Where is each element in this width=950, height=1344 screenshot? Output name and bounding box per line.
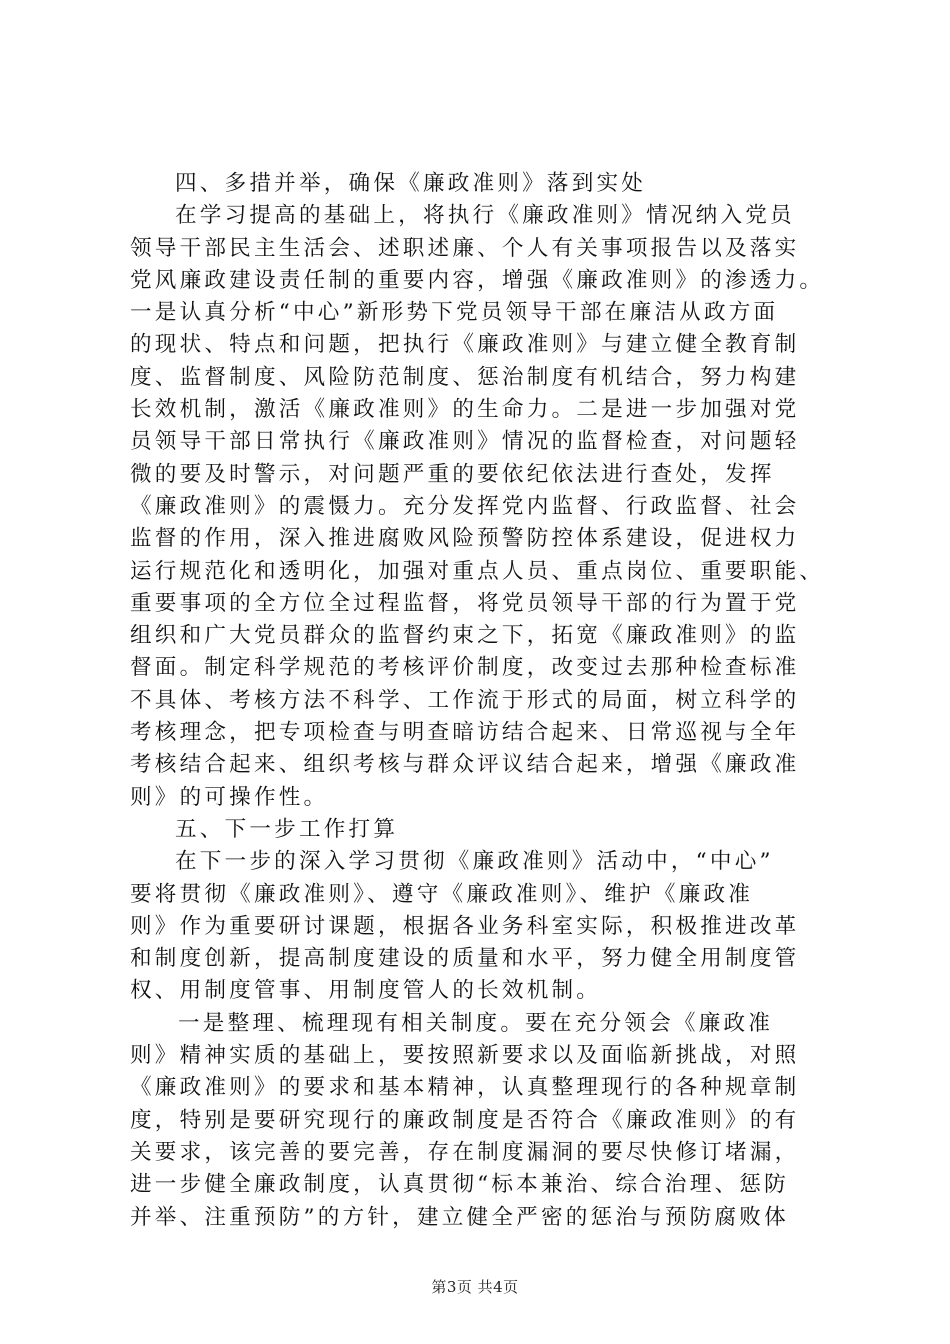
- paragraph-line: 考核结合起来、组织考核与群众评议结合起来，增强《廉政准: [130, 752, 800, 778]
- document-body: [130, 168, 830, 1234]
- paragraph-line: 并举、注重预防”的方针，建立健全严密的惩治与预防腐败体: [130, 1204, 789, 1230]
- paragraph-line: 则》的可操作性。: [130, 784, 329, 810]
- paragraph-line: 则》作为重要研讨课题，根据各业务科室实际，积极推进改革: [130, 913, 800, 939]
- paragraph-line: 《廉政准则》的要求和基本精神，认真整理现行的各种规章制: [130, 1075, 800, 1101]
- paragraph-line: 一是认真分析“中心”新形势下党员领导干部在廉洁从政方面: [130, 300, 779, 326]
- paragraph-line: 一是整理、梳理现有相关制度。要在充分领会《廉政准: [178, 1010, 774, 1036]
- paragraph-line: 领导干部民主生活会、述职述廉、个人有关事项报告以及落实: [130, 235, 800, 261]
- paragraph-line: 度，特别是要研究现行的廉政制度是否符合《廉政准则》的有: [130, 1107, 800, 1133]
- paragraph-line: 督面。制定科学规范的考核评价制度，改变过去那种检查标准: [130, 655, 800, 681]
- paragraph-line: 度、监督制度、风险防范制度、惩治制度有机结合，努力构建: [130, 364, 800, 390]
- paragraph-line: 重要事项的全方位全过程监督，将党员领导干部的行为置于党: [130, 590, 800, 616]
- paragraph-line: 在学习提高的基础上，将执行《廉政准则》情况纳入党员: [175, 203, 795, 229]
- paragraph-line: 长效机制，激活《廉政准则》的生命力。二是进一步加强对党: [130, 397, 800, 423]
- paragraph-line: 在下一步的深入学习贯彻《廉政准则》活动中，“中心”: [175, 849, 774, 875]
- section-heading-5: 五、下一步工作打算: [175, 816, 399, 842]
- paragraph-line: 权、用制度管事、用制度管人的长效机制。: [130, 978, 602, 1004]
- paragraph-line: 要将贯彻《廉政准则》、遵守《廉政准则》、维护《廉政准: [130, 881, 754, 907]
- paragraph-line: 微的要及时警示，对问题严重的要依纪依法进行查处，发挥: [130, 461, 775, 487]
- paragraph-line: 运行规范化和透明化，加强对重点人员、重点岗位、重要职能、: [130, 558, 825, 584]
- section-heading-4: 四、多措并举，确保《廉政准则》落到实处: [175, 171, 647, 196]
- paragraph-line: 进一步健全廉政制度，认真贯彻“标本兼治、综合治理、惩防: [130, 1172, 789, 1198]
- page-number-footer: 第3页 共4页: [431, 1278, 519, 1296]
- paragraph-line: 监督的作用，深入推进腐败风险预警防控体系建设，促进权力: [130, 526, 800, 552]
- paragraph-line: 党风廉政建设责任制的重要内容，增强《廉政准则》的渗透力。: [130, 267, 825, 293]
- paragraph-line: 员领导干部日常执行《廉政准则》情况的监督检查，对问题轻: [130, 429, 800, 455]
- paragraph-line: 关要求，该完善的要完善，存在制度漏洞的要尽快修订堵漏，: [130, 1139, 800, 1165]
- paragraph-line: 的现状、特点和问题，把执行《廉政准则》与建立健全教育制: [130, 332, 800, 358]
- paragraph-line: 不具体、考核方法不科学、工作流于形式的局面，树立科学的: [130, 687, 800, 713]
- paragraph-line: 则》精神实质的基础上，要按照新要求以及面临新挑战，对照: [130, 1043, 800, 1069]
- paragraph-line: 考核理念，把专项检查与明查暗访结合起来、日常巡视与全年: [130, 720, 800, 746]
- paragraph-line: 组织和广大党员群众的监督约束之下，拓宽《廉政准则》的监: [130, 623, 800, 649]
- paragraph-line: 《廉政准则》的震慑力。充分发挥党内监督、行政监督、社会: [130, 493, 800, 519]
- paragraph-line: 和制度创新，提高制度建设的质量和水平，努力健全用制度管: [130, 946, 800, 972]
